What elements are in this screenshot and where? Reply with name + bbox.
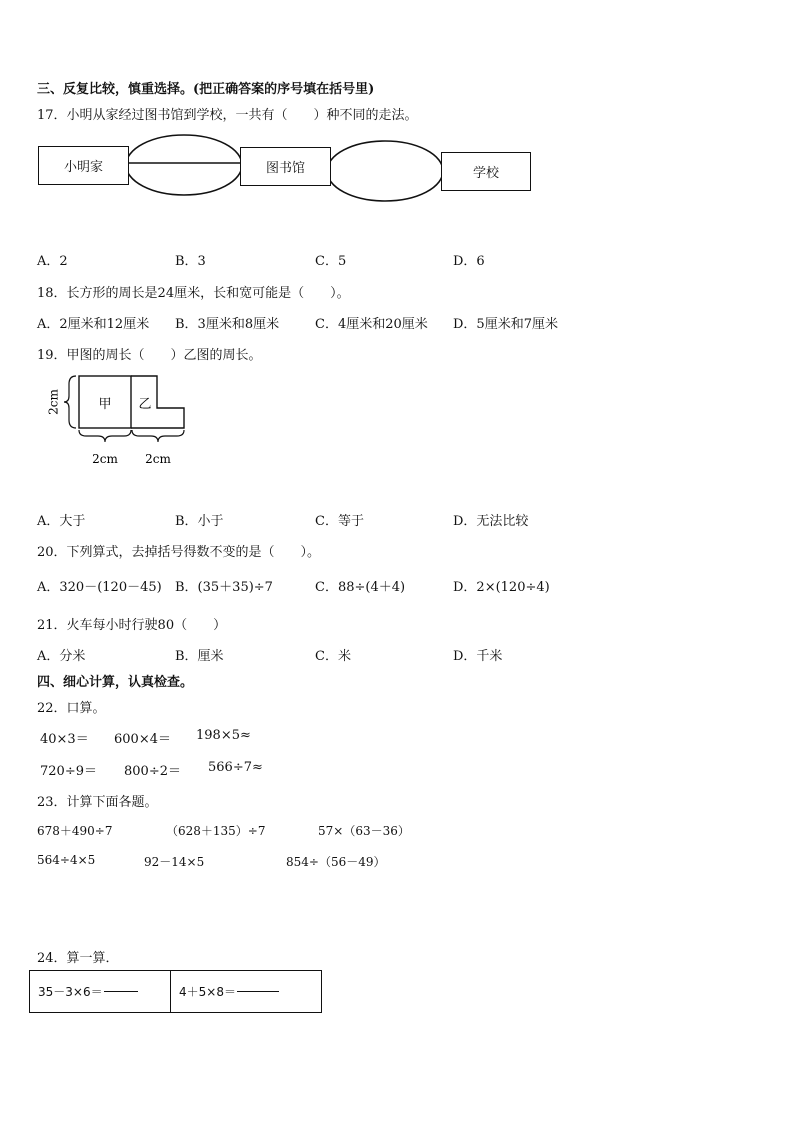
q17-stem: 17．小明从家经过图书馆到学校，一共有（ ）种不同的走法。 <box>37 108 418 123</box>
q22-stem: 22．口算。 <box>37 701 106 716</box>
q23-item: 92－14×5 <box>144 855 205 869</box>
q24-stem: 24．算一算． <box>37 951 119 966</box>
q21-option-a[interactable]: A．分米 <box>37 649 86 664</box>
q20-option-a[interactable]: A．320－(120－45) <box>37 580 162 595</box>
q17-option-d[interactable]: D．6 <box>453 254 485 269</box>
q23-stem: 23．计算下面各题。 <box>37 795 158 810</box>
q19-option-b[interactable]: B．小于 <box>175 514 224 529</box>
q20-option-d[interactable]: D．2×(120÷4) <box>453 580 550 595</box>
q24-cell-1-text: 35－3×6＝ <box>38 985 103 999</box>
q18-option-d[interactable]: D．5厘米和7厘米 <box>453 317 558 332</box>
answer-blank[interactable] <box>104 991 138 992</box>
q24-cell-2 <box>170 970 322 1013</box>
q18-option-c[interactable]: C．4厘米和20厘米 <box>315 317 428 332</box>
q19-stem: 19．甲图的周长（ ）乙图的周长。 <box>37 348 262 363</box>
q19-shapes-figure <box>30 368 200 473</box>
q22-item: 40×3＝ <box>40 732 89 747</box>
q22-item: 600×4＝ <box>114 732 171 747</box>
q21-option-b[interactable]: B．厘米 <box>175 649 224 664</box>
q19-option-c[interactable]: C．等于 <box>315 514 364 529</box>
section4-title: 四、细心计算，认真检查。 <box>37 675 194 690</box>
q22-item: 198×5≈ <box>196 728 251 743</box>
q22-item: 566÷7≈ <box>208 760 263 775</box>
q20-option-b[interactable]: B．(35＋35)÷7 <box>175 580 273 595</box>
q24-cell-1 <box>29 970 171 1013</box>
q18-stem: 18．长方形的周长是24厘米，长和宽可能是（ ）。 <box>37 286 350 301</box>
q24-cell-2-text: 4＋5×8＝ <box>179 985 236 999</box>
q17-option-c[interactable]: C．5 <box>315 254 347 269</box>
yi-label: 乙 <box>138 397 152 412</box>
q23-item: 564÷4×5 <box>37 853 96 867</box>
q23-item: 678＋490÷7 <box>37 824 113 838</box>
home-box: 小明家 <box>38 146 129 185</box>
school-box: 学校 <box>441 152 531 191</box>
width-label-yi: 2cm <box>145 452 171 466</box>
q19-option-a[interactable]: A．大于 <box>37 514 86 529</box>
route-lines <box>0 0 794 260</box>
q17-option-a[interactable]: A．2 <box>37 254 68 269</box>
q20-option-c[interactable]: C．88÷(4＋4) <box>315 580 406 595</box>
q23-item: 57×（63－36） <box>318 824 410 838</box>
q21-option-c[interactable]: C．米 <box>315 649 351 664</box>
q18-option-b[interactable]: B．3厘米和8厘米 <box>175 317 280 332</box>
q23-item: （628＋135）÷7 <box>166 824 266 838</box>
q22-item: 800÷2＝ <box>124 764 181 779</box>
library-box: 图书馆 <box>240 147 331 186</box>
q24-table <box>29 970 322 1013</box>
q20-stem: 20．下列算式，去掉括号得数不变的是（ ）。 <box>37 545 321 560</box>
section3-title: 三、反复比较，慎重选择。(把正确答案的序号填在括号里) <box>37 82 375 97</box>
q18-option-a[interactable]: A．2厘米和12厘米 <box>37 317 150 332</box>
jia-label: 甲 <box>98 397 112 412</box>
q21-option-d[interactable]: D．千米 <box>453 649 503 664</box>
answer-blank[interactable] <box>237 991 279 992</box>
q19-option-d[interactable]: D．无法比较 <box>453 514 529 529</box>
q17-option-b[interactable]: B．3 <box>175 254 206 269</box>
width-label-jia: 2cm <box>92 452 118 466</box>
q21-stem: 21．火车每小时行驶80（ ） <box>37 618 227 633</box>
height-label: 2cm <box>46 389 61 415</box>
q23-item: 854÷（56－49） <box>286 855 386 869</box>
q22-item: 720÷9＝ <box>40 764 97 779</box>
